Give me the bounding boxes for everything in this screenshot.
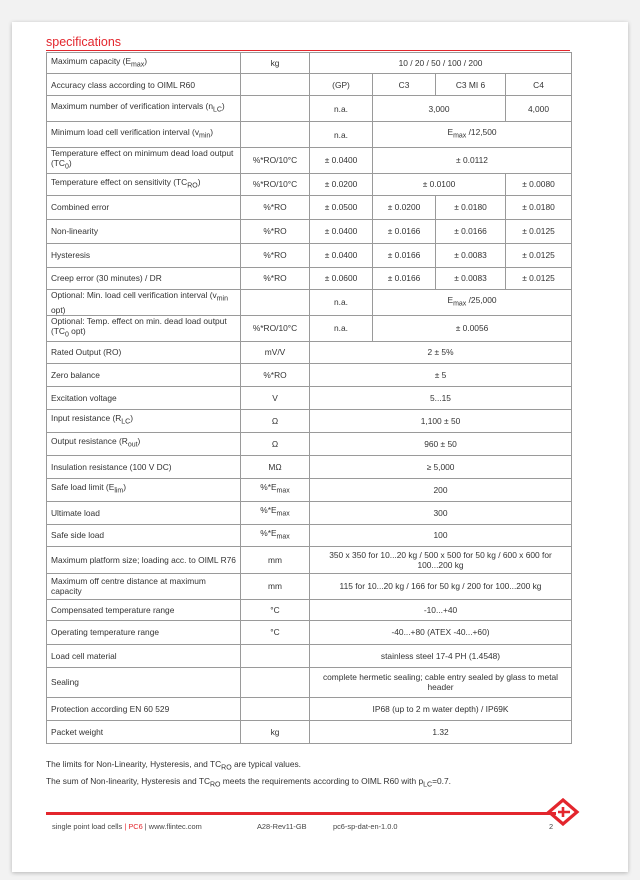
- row-label: Sealing: [47, 667, 241, 697]
- unit-cell: [241, 644, 310, 667]
- value-cell: ± 0.0083: [436, 267, 506, 289]
- table-row: [47, 501, 572, 524]
- row-label: Maximum capacity $(E_{max})$: [47, 53, 241, 74]
- unit-cell: MΩ: [241, 455, 310, 478]
- value-cell: 4,000: [506, 96, 572, 122]
- row-label: Rated Output (RO): [47, 341, 241, 363]
- value-cell: stainless steel 17-4 PH (1.4548): [310, 644, 572, 667]
- unit-cell: [241, 667, 310, 697]
- table-row: [47, 74, 572, 96]
- table-row: [47, 409, 572, 432]
- value-cell: ≥ 5,000: [310, 455, 572, 478]
- unit-cell: [241, 122, 310, 148]
- value-cell: 350 x 350 for 10...20 kg / 500 x 500 for 50 kg / 600 x 600 for 100...200 kg: [310, 546, 572, 573]
- table-row: [47, 697, 572, 720]
- row-label: Non-linearity: [47, 219, 241, 243]
- table-row: [47, 478, 572, 501]
- row-label: Insulation resistance (100 V DC): [47, 455, 241, 478]
- value-cell: ± 0.0180: [436, 195, 506, 219]
- value-cell: ± 0.0200: [310, 173, 373, 195]
- table-row: [47, 455, 572, 478]
- table-row: [47, 315, 572, 341]
- value-cell: 2 ± 5%: [310, 341, 572, 363]
- table-row: [47, 546, 572, 573]
- table-row: [47, 524, 572, 546]
- value-cell: ± 0.0125: [506, 267, 572, 289]
- table-row: [47, 432, 572, 455]
- table-row: [47, 573, 572, 599]
- unit-cell: %*RO: [241, 195, 310, 219]
- footer-doc-code: A28-Rev11-GB: [257, 822, 307, 831]
- value-cell: 960 ± 50: [310, 432, 572, 455]
- unit-cell: $\%*E_{max}$: [241, 524, 310, 546]
- table-row: [47, 219, 572, 243]
- footer-separator: |: [124, 822, 127, 831]
- table-row: [47, 96, 572, 122]
- unit-cell: V: [241, 386, 310, 409]
- value-cell: complete hermetic sealing; cable entry sealed by glass to metal header: [310, 667, 572, 697]
- table-row: [47, 620, 572, 644]
- value-cell: ± 0.0400: [310, 148, 373, 174]
- value-cell: ± 0.0166: [436, 219, 506, 243]
- unit-cell: %*RO/10°C: [241, 148, 310, 174]
- row-label: Operating temperature range: [47, 620, 241, 644]
- row-label: Temperature effect on minimum dead load output $(TC_0)$: [47, 148, 241, 174]
- unit-cell: kg: [241, 53, 310, 74]
- unit-cell: °C: [241, 620, 310, 644]
- footer-category: single point load cells: [52, 822, 123, 831]
- table-row: [47, 341, 572, 363]
- table-row: [47, 243, 572, 267]
- row-label: Zero balance: [47, 363, 241, 386]
- value-cell: 1.32: [310, 720, 572, 743]
- unit-cell: [241, 96, 310, 122]
- value-cell: C3 MI 6: [436, 74, 506, 96]
- row-label: Safe load limit $(E_{lim})$: [47, 478, 241, 501]
- unit-cell: %*RO: [241, 219, 310, 243]
- footer-file-code: pc6-sp-dat-en-1.0.0: [333, 822, 398, 831]
- value-cell: ± 0.0083: [436, 243, 506, 267]
- table-row: [47, 289, 572, 315]
- row-label: Protection according EN 60 529: [47, 697, 241, 720]
- value-cell: ± 0.0166: [373, 267, 436, 289]
- value-cell: C4: [506, 74, 572, 96]
- row-label: Compensated temperature range: [47, 599, 241, 620]
- table-row: [47, 667, 572, 697]
- value-cell: $E_{max}$ /12,500: [373, 122, 572, 148]
- table-row: [47, 122, 572, 148]
- unit-cell: %*RO: [241, 363, 310, 386]
- value-cell: ± 0.0500: [310, 195, 373, 219]
- value-cell: IP68 (up to 2 m water depth) / IP69K: [310, 697, 572, 720]
- row-label: Optional: Min. load cell verification interval ($v_{min}$ opt): [47, 289, 241, 315]
- value-cell: ± 0.0166: [373, 219, 436, 243]
- table-row: [47, 148, 572, 174]
- value-cell: n.a.: [310, 315, 373, 341]
- row-label: Temperature effect on sensitivity $(TC_{RO})$: [47, 173, 241, 195]
- value-cell: ± 0.0400: [310, 219, 373, 243]
- unit-cell: kg: [241, 720, 310, 743]
- unit-cell: %*RO/10°C: [241, 173, 310, 195]
- value-cell: 115 for 10...20 kg / 166 for 50 kg / 200 for 100...200 kg: [310, 573, 572, 599]
- row-label: Ultimate load: [47, 501, 241, 524]
- value-cell: ± 0.0180: [506, 195, 572, 219]
- row-label: Creep error (30 minutes) / DR: [47, 267, 241, 289]
- value-cell: ± 0.0080: [506, 173, 572, 195]
- value-cell: ± 5: [310, 363, 572, 386]
- table-row: [47, 720, 572, 743]
- unit-cell: [241, 74, 310, 96]
- unit-cell: °C: [241, 599, 310, 620]
- row-label: Accuracy class according to OIML R60: [47, 74, 241, 96]
- value-cell: n.a.: [310, 122, 373, 148]
- row-label: Input resistance $(R_{LC})$: [47, 409, 241, 432]
- unit-cell: mm: [241, 546, 310, 573]
- footer-separator: |: [144, 822, 147, 831]
- value-cell: C3: [373, 74, 436, 96]
- page-number: 2: [549, 822, 554, 831]
- unit-cell: %*RO/10°C: [241, 315, 310, 341]
- row-label: Output resistance $(R_{out})$: [47, 432, 241, 455]
- value-cell: 200: [310, 478, 572, 501]
- row-label: Optional: Temp. effect on min. dead load output ($TC_0$ opt): [47, 315, 241, 341]
- value-cell: ± 0.0166: [373, 243, 436, 267]
- unit-cell: mV/V: [241, 341, 310, 363]
- specifications-table: [46, 52, 572, 744]
- row-label: Packet weight: [47, 720, 241, 743]
- value-cell: 10 / 20 / 50 / 100 / 200: [310, 53, 572, 74]
- row-label: Hysteresis: [47, 243, 241, 267]
- unit-cell: Ω: [241, 432, 310, 455]
- row-label: Minimum load cell verification interval $(v_{min})$: [47, 122, 241, 148]
- footer-divider: [46, 812, 556, 815]
- row-label: Maximum platform size; loading acc. to OIML R76: [47, 546, 241, 573]
- value-cell: ± 0.0125: [506, 243, 572, 267]
- table-row: [47, 386, 572, 409]
- unit-cell: mm: [241, 573, 310, 599]
- value-cell: 100: [310, 524, 572, 546]
- value-cell: 3,000: [373, 96, 506, 122]
- value-cell: ± 0.0400: [310, 243, 373, 267]
- footer-product: PC6: [128, 822, 143, 831]
- row-label: Safe side load: [47, 524, 241, 546]
- unit-cell: Ω: [241, 409, 310, 432]
- value-cell: ± 0.0600: [310, 267, 373, 289]
- footnotes: [46, 758, 451, 791]
- table-row: [47, 267, 572, 289]
- footer-left: [52, 822, 202, 831]
- value-cell: $E_{max}$ /25,000: [373, 289, 572, 315]
- footnote-oiml-requirements: The sum of Non-linearity, Hysteresis and $TC_{RO}$ meets the requirements according to OIML R60 with $p_{LC}=0.7$.: [46, 775, 451, 789]
- value-cell: 1,100 ± 50: [310, 409, 572, 432]
- unit-cell: %*RO: [241, 267, 310, 289]
- unit-cell: [241, 289, 310, 315]
- table-row: [47, 599, 572, 620]
- value-cell: ± 0.0100: [373, 173, 506, 195]
- table-row: [47, 53, 572, 74]
- unit-cell: $\%*E_{max}$: [241, 501, 310, 524]
- value-cell: -10...+40: [310, 599, 572, 620]
- table-row: [47, 195, 572, 219]
- row-label: Excitation voltage: [47, 386, 241, 409]
- unit-cell: %*RO: [241, 243, 310, 267]
- section-title: specifications: [46, 35, 122, 49]
- table-row: [47, 173, 572, 195]
- footnote-typical-values: The limits for Non-Linearity, Hysteresis, and $TC_{RO}$ are typical values.: [46, 759, 302, 772]
- row-label: Combined error: [47, 195, 241, 219]
- row-label: Maximum off centre distance at maximum capacity: [47, 573, 241, 599]
- value-cell: ± 0.0112: [373, 148, 572, 174]
- title-underline: [46, 50, 570, 51]
- footer-website-link[interactable]: www.flintec.com: [148, 822, 202, 831]
- unit-cell: $\%*E_{max}$: [241, 478, 310, 501]
- value-cell: n.a.: [310, 96, 373, 122]
- value-cell: 300: [310, 501, 572, 524]
- value-cell: ± 0.0125: [506, 219, 572, 243]
- value-cell: -40...+80 (ATEX -40...+60): [310, 620, 572, 644]
- value-cell: ± 0.0056: [373, 315, 572, 341]
- value-cell: 5...15: [310, 386, 572, 409]
- table-row: [47, 644, 572, 667]
- value-cell: (GP): [310, 74, 373, 96]
- table-row: [47, 363, 572, 386]
- row-label: Maximum number of verification intervals $(n_{LC})$: [47, 96, 241, 122]
- row-label: Load cell material: [47, 644, 241, 667]
- value-cell: n.a.: [310, 289, 373, 315]
- unit-cell: [241, 697, 310, 720]
- value-cell: ± 0.0200: [373, 195, 436, 219]
